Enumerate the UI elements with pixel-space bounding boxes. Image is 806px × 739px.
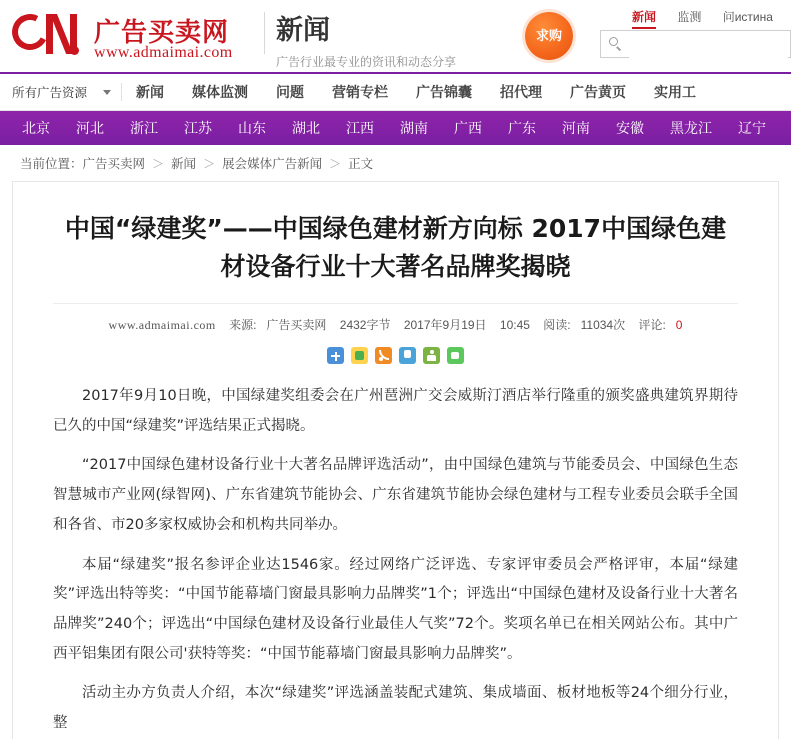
share-qzone-icon[interactable]	[399, 347, 416, 364]
city-item-heilongjiang[interactable]: 黑龙江	[670, 120, 712, 136]
breadcrumb-item-current: 正文	[348, 157, 374, 171]
city-item-hunan[interactable]: 湖南	[400, 120, 428, 136]
breadcrumb-separator-icon: ＞	[329, 156, 342, 171]
nav-item-marketing-column[interactable]: 营销专栏	[332, 84, 389, 100]
nav-item-media-monitor[interactable]: 媒体监测	[192, 84, 249, 100]
city-item-guangxi[interactable]: 广西	[454, 120, 482, 136]
meta-views: 11034次	[580, 318, 626, 332]
share-plus-icon[interactable]	[327, 347, 344, 364]
article-meta	[53, 303, 738, 333]
breadcrumb-item-home[interactable]: 广告买卖网	[82, 157, 146, 171]
nav-item-agent-recruit[interactable]: 招代理	[500, 84, 543, 100]
meta-time: 10:45	[499, 318, 530, 332]
logo-chinese-name: 广告买卖网	[94, 18, 230, 48]
meta-source: 广告买卖网	[266, 318, 327, 332]
logo-url: www.admaimai.com	[94, 44, 233, 61]
share-wechat-icon[interactable]	[351, 347, 368, 364]
share-renren-icon[interactable]	[423, 347, 440, 364]
nav-item-questions[interactable]: 问题	[276, 84, 305, 100]
breadcrumb-item-category[interactable]: 展会媒体广告新闻	[222, 157, 323, 171]
search-box[interactable]	[600, 30, 791, 58]
breadcrumb-separator-icon: ＞	[152, 156, 165, 171]
article-body	[53, 374, 738, 739]
meta-comments-label: 评论:	[638, 318, 666, 332]
nav-item-tools[interactable]: 实用工	[654, 84, 697, 100]
chevron-down-icon	[103, 90, 111, 95]
meta-comments-count: 0	[675, 318, 683, 332]
article-paragraph: 2017年9月10日晚，中国绿建奖组委会在广州琶洲广交会威斯汀酒店举行隆重的颁奖盛典建筑界期待已久的中国“绿建奖”评选结果正式揭晓。	[53, 388, 738, 434]
nav-item-news[interactable]: 新闻	[136, 84, 165, 100]
main-navigation	[0, 72, 791, 111]
city-item-jiangsu[interactable]: 江苏	[184, 120, 212, 136]
share-message-icon[interactable]	[447, 347, 464, 364]
nav-item-all-resources[interactable]	[0, 74, 121, 110]
breadcrumb-label: 当前位置：	[20, 157, 83, 171]
nav-item-yellow-pages[interactable]: 广告黄页	[570, 84, 627, 100]
city-item-guangdong[interactable]: 广东	[508, 120, 536, 136]
city-item-zhejiang[interactable]: 浙江	[130, 120, 158, 136]
article-paragraph: 本届“绿建奖”报名参评企业达1546家。经过网络广泛评选、专家评审委员会严格评审，本届“绿建奖”评选出特等奖：“中国节能幕墙门窗最具影响力品牌奖”1个；评选出“中国绿色建材及设备行业十大著名品牌奖”240个；评选出“中国绿色建材及设备行业最佳人气奖”72个。奖项名单已在相关网站公布。其中广西平铝集团有限公司'获特等奖：“中国节能幕墙门窗最具影响力品牌奖”。	[53, 556, 738, 662]
city-item-neimenggu[interactable]: 内	[792, 120, 806, 136]
city-item-shandong[interactable]: 山东	[238, 120, 266, 136]
top-link-question[interactable]: 问истина	[722, 10, 773, 24]
share-rss-icon[interactable]	[375, 347, 392, 364]
section-title: 新闻	[276, 15, 330, 46]
nav-label: 所有广告资源	[12, 86, 88, 100]
header-top-links	[632, 8, 791, 25]
city-item-beijing[interactable]: 北京	[22, 120, 50, 136]
top-link-news[interactable]: 新闻	[632, 10, 656, 29]
meta-word-count: 2432字节	[339, 318, 391, 332]
search-input[interactable]	[629, 31, 788, 59]
article-container	[12, 181, 779, 739]
city-item-hubei[interactable]: 湖北	[292, 120, 320, 136]
site-header	[0, 0, 791, 72]
city-navigation	[0, 111, 806, 145]
meta-views-label: 阅读:	[543, 318, 571, 332]
meta-date: 2017年9月19日	[403, 318, 487, 332]
logo-mark-icon	[10, 12, 88, 56]
purchase-button[interactable]: 求购	[525, 12, 573, 60]
nav-item-ad-tips[interactable]: 广告锦囊	[416, 84, 473, 100]
breadcrumb	[0, 145, 791, 181]
search-icon	[609, 37, 623, 51]
city-item-henan[interactable]: 河南	[562, 120, 590, 136]
meta-source-label: 来源:	[229, 318, 257, 332]
page-title: 中国“绿建奖”——中国绿色建材新方向标 2017中国绿色建材设备行业十大著名品牌奖揭晓	[64, 214, 727, 281]
section-heading	[276, 8, 456, 70]
city-item-jiangxi[interactable]: 江西	[346, 120, 374, 136]
article-paragraph: “2017中国绿色建材设备行业十大著名品牌评选活动”，由中国绿色建筑与节能委员会、中国绿色生态智慧城市产业网(绿智网)、广东省建筑节能协会、广东省建筑节能协会绿色建材与工程专业委员会联手全国和各省、市20多家权威协会和机构共同举办。	[53, 457, 738, 533]
share-buttons	[53, 333, 738, 374]
section-subtitle: 广告行业最专业的资讯和动态分享	[276, 55, 457, 69]
top-link-monitor[interactable]: 监测	[677, 10, 702, 24]
city-item-anhui[interactable]: 安徽	[616, 120, 644, 136]
header-divider	[264, 12, 265, 54]
site-logo[interactable]	[10, 10, 260, 64]
city-item-hebei[interactable]: 河北	[76, 120, 104, 136]
city-item-liaoning[interactable]: 辽宁	[738, 120, 766, 136]
breadcrumb-item-news[interactable]: 新闻	[171, 157, 197, 171]
breadcrumb-separator-icon: ＞	[203, 156, 216, 171]
meta-site: www.admaimai.com	[108, 318, 216, 332]
article-paragraph: 活动主办方负责人介绍，本次“绿建奖”评选涵盖装配式建筑、集成墙面、板材地板等24个细分行业，整	[53, 685, 738, 732]
